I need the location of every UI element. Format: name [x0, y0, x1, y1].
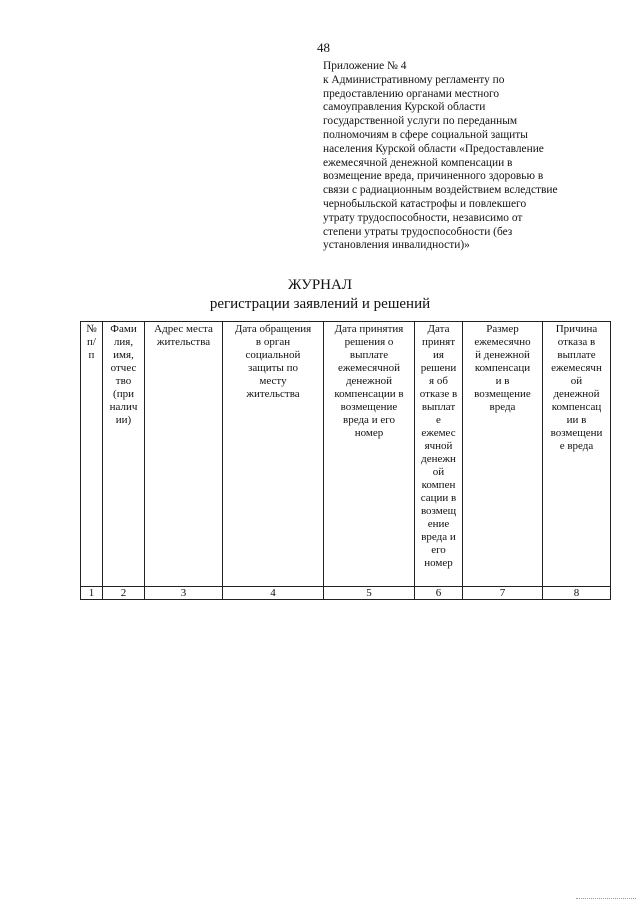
column-number: 5 [324, 587, 415, 600]
column-number: 3 [145, 587, 223, 600]
header-cell-application-date: Дата обращения в орган социальной защиты по месту жительства [223, 322, 324, 587]
appendix-line: государственной услуги по переданным [323, 115, 518, 128]
header-cell-amount: Размер ежемесячно й денежной компенсаци и в возмещение вреда [463, 322, 543, 587]
header-cell-payment-decision: Дата принятия решения о выплате ежемесячной денежной компенсации в возмещение вреда и его номер [324, 322, 415, 587]
column-number-row [81, 587, 611, 600]
appendix-note [323, 60, 581, 253]
header-cell-fullname: Фами лия, имя, отчес тво (при налич ии) [103, 322, 145, 587]
appendix-line: чернобыльской катастрофы и повлекшего [323, 197, 527, 210]
column-number: 2 [103, 587, 145, 600]
appendix-line: самоуправления Курской области [323, 101, 486, 114]
column-number: 6 [415, 587, 463, 600]
appendix-line: связи с радиационным воздействием вследствие [323, 184, 558, 197]
appendix-line: установления инвалидности)» [323, 239, 470, 252]
header-row [81, 322, 611, 587]
appendix-line: возмещение вреда, причиненного здоровью в [323, 170, 544, 183]
header-cell-refusal-reason: Причина отказа в выплате ежемесячн ой денежной компенсац ии в возмещени е вреда [543, 322, 611, 587]
appendix-line: населения Курской области «Предоставление [323, 142, 544, 155]
appendix-line: степени утраты трудоспособности (без [323, 225, 513, 238]
appendix-line: к Административному регламенту по [323, 73, 505, 86]
title-sub: регистрации заявлений и решений [209, 296, 431, 312]
column-number: 1 [81, 587, 103, 600]
column-number: 8 [543, 587, 611, 600]
page-number: 48 [317, 40, 330, 55]
header-cell-number: № п/ п [81, 322, 103, 587]
column-number: 7 [463, 587, 543, 600]
appendix-line: предоставлению органами местного [323, 87, 500, 100]
title-main: ЖУРНАЛ [287, 277, 353, 293]
column-number: 4 [223, 587, 324, 600]
header-cell-refusal-decision: Дата принят ия решени я об отказе в выплат е ежемес ячной денежн ой компен сации в возмещ ение вреда и его номер [415, 322, 463, 587]
appendix-line: полномочиям в сфере социальной защиты [323, 128, 528, 141]
appendix-line: ежемесячной денежной компенсации в [323, 156, 513, 169]
journal-table [80, 321, 611, 600]
header-cell-address: Адрес места жительства [145, 322, 223, 587]
appendix-line: утрату трудоспособности, независимо от [323, 211, 523, 224]
footer-divider [576, 898, 636, 899]
appendix-line: Приложение № 4 [323, 60, 407, 72]
document-title [0, 276, 640, 313]
